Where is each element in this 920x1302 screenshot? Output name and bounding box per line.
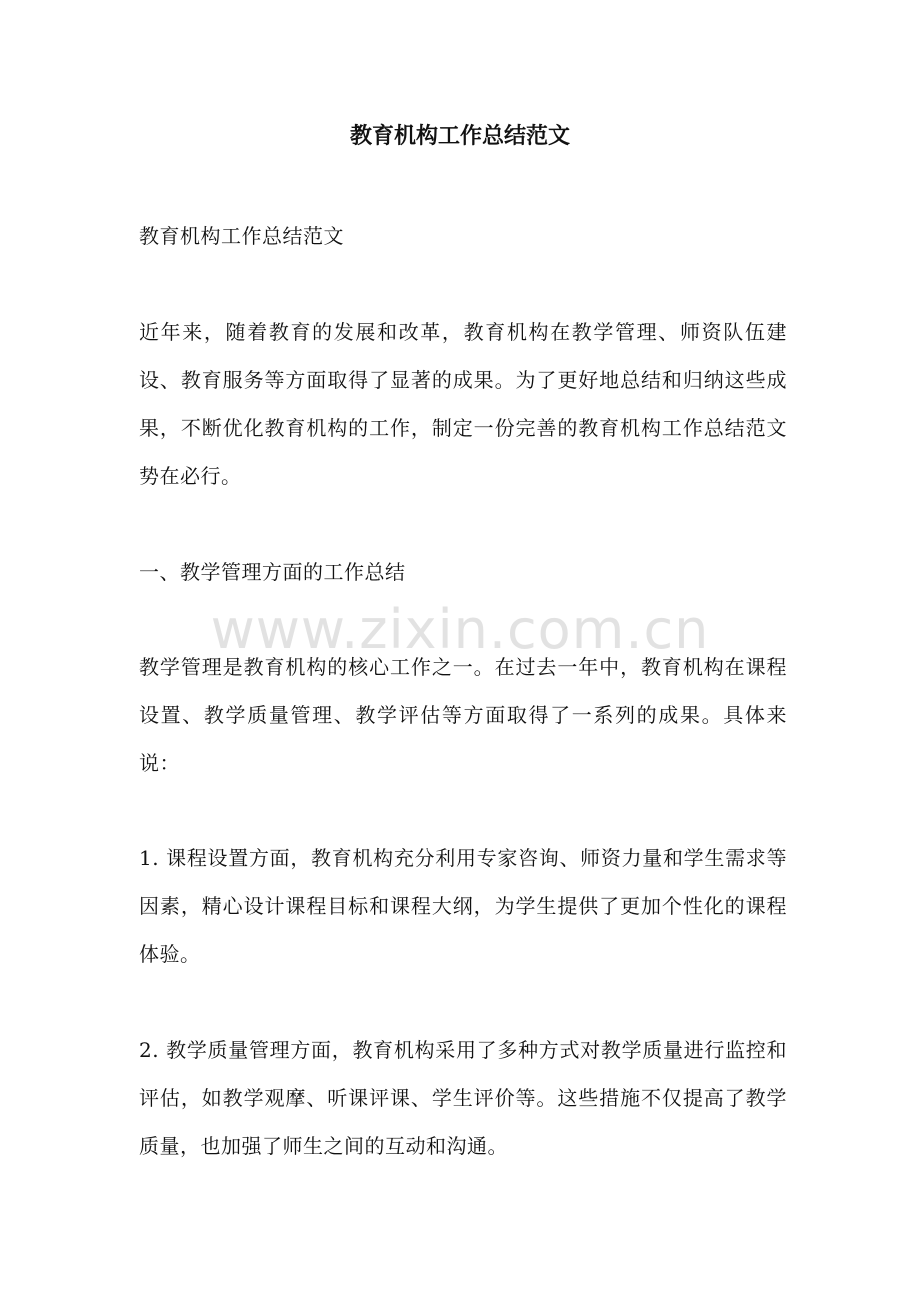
watermark: www.zixin.com.cn [210, 598, 710, 661]
document-title: 教育机构工作总结范文 [349, 123, 570, 149]
section-heading-teaching-management: 一、教学管理方面的工作总结 [139, 560, 406, 584]
document-subtitle: 教育机构工作总结范文 [139, 224, 344, 248]
list-item-quality-management: 2. 教学质量管理方面，教育机构采用了多种方式对教学质量进行监控和评估，如教学观摩、听课评课、学生评价等。这些措施不仅提高了教学质量，也加强了师生之间的互动和沟通。 [139, 1038, 787, 1158]
intro-paragraph: 近年来，随着教育的发展和改革，教育机构在教学管理、师资队伍建设、教育服务等方面取得了显著的成果。为了更好地总结和归纳这些成果，不断优化教育机构的工作，制定一份完善的教育机构工作总结范文势在必行。 [139, 320, 787, 488]
list-item-course-design: 1. 课程设置方面，教育机构充分利用专家咨询、师资力量和学生需求等因素，精心设计课程目标和课程大纲，为学生提供了更加个性化的课程体验。 [139, 846, 787, 966]
teaching-management-paragraph: 教学管理是教育机构的核心工作之一。在过去一年中，教育机构在课程设置、教学质量管理、教学评估等方面取得了一系列的成果。具体来说： [139, 655, 787, 775]
